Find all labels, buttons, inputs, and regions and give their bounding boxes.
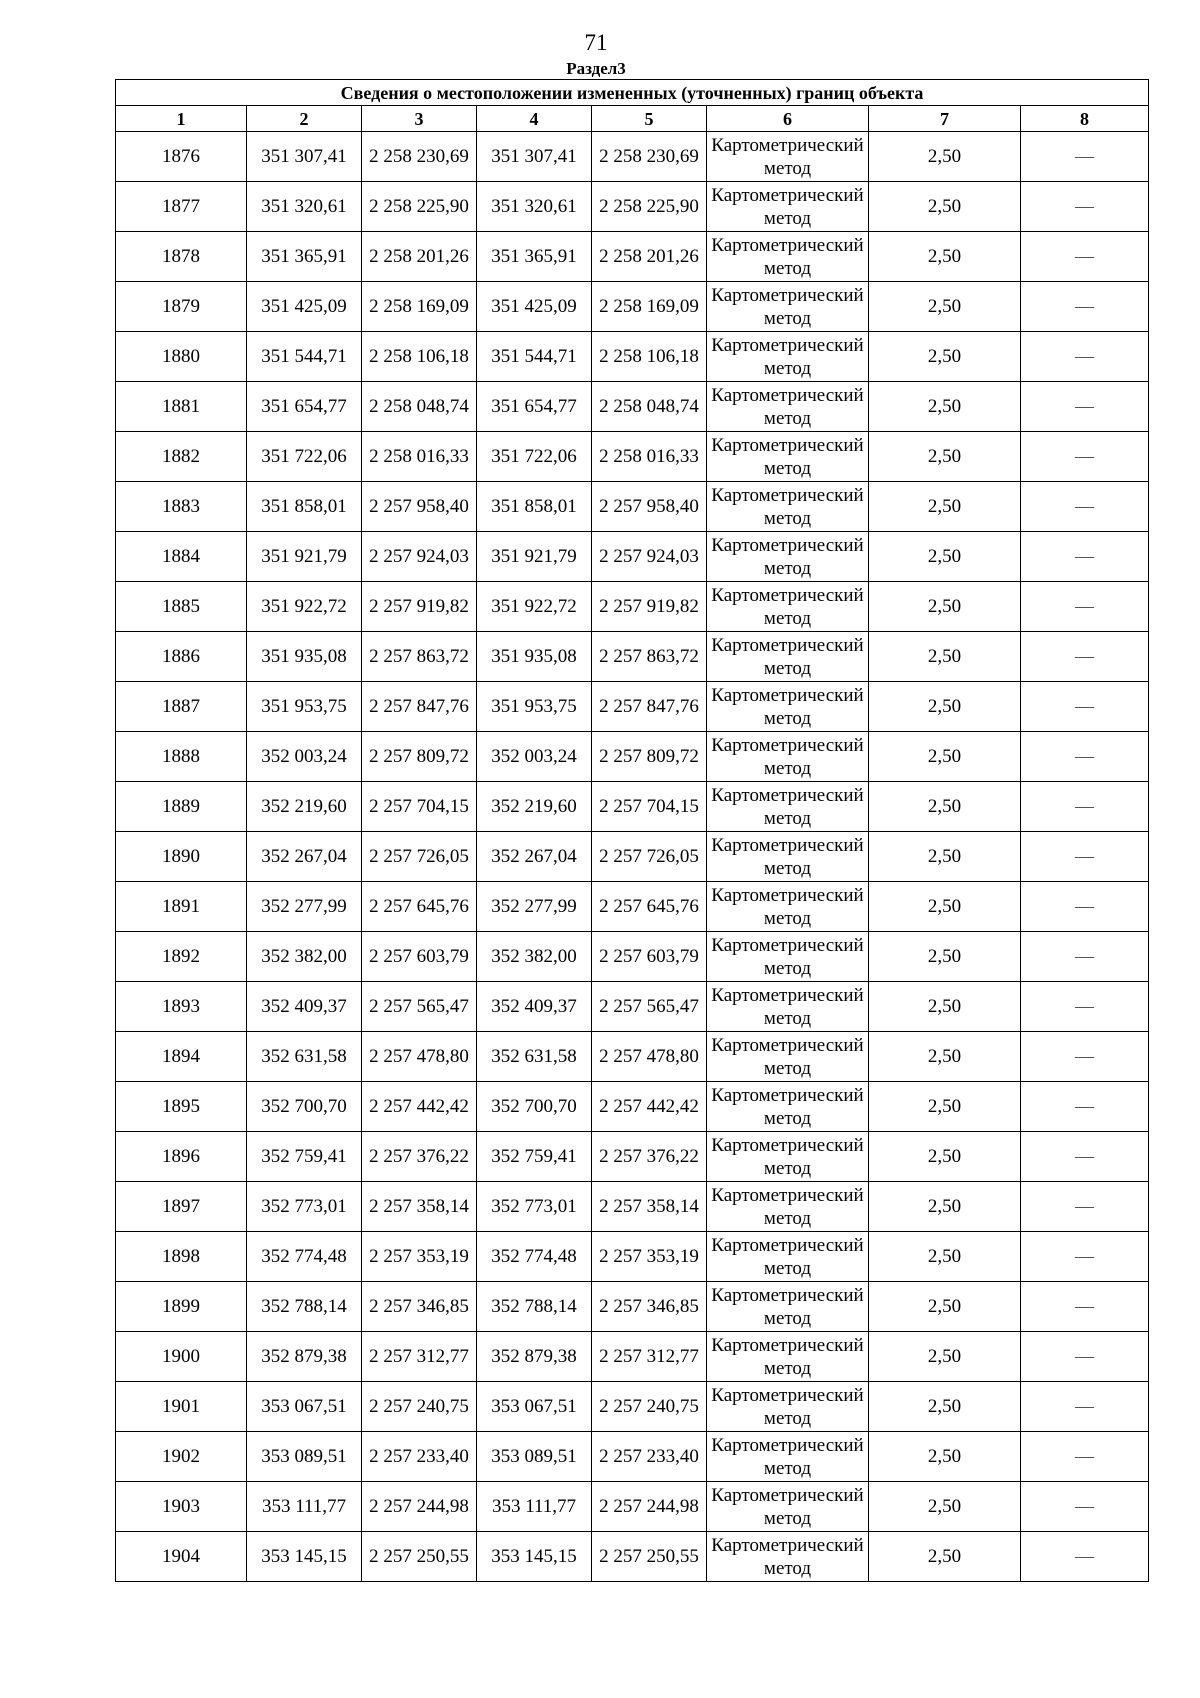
table-caption: Сведения о местоположении измененных (уточненных) границ объекта <box>116 80 1149 106</box>
y-existing-cell: 2 257 958,40 <box>362 482 477 532</box>
x-existing-cell: 351 922,72 <box>247 582 362 632</box>
method-cell: Картометрический метод <box>707 882 869 932</box>
column-number: 7 <box>869 106 1021 132</box>
y-refined-cell: 2 258 225,90 <box>592 182 707 232</box>
y-existing-cell: 2 257 346,85 <box>362 1282 477 1332</box>
y-refined-cell: 2 257 250,55 <box>592 1532 707 1582</box>
x-refined-cell: 353 067,51 <box>477 1382 592 1432</box>
table-row <box>116 482 1149 532</box>
x-existing-cell: 353 089,51 <box>247 1432 362 1482</box>
x-existing-cell: 351 320,61 <box>247 182 362 232</box>
table-row <box>116 1332 1149 1382</box>
x-existing-cell: 351 365,91 <box>247 232 362 282</box>
note-cell: — <box>1021 1032 1149 1082</box>
method-cell: Картометрический метод <box>707 332 869 382</box>
point-number-cell: 1894 <box>116 1032 247 1082</box>
y-existing-cell: 2 257 250,55 <box>362 1532 477 1582</box>
y-refined-cell: 2 258 048,74 <box>592 382 707 432</box>
boundary-coordinates-table <box>115 79 1149 1582</box>
y-existing-cell: 2 257 358,14 <box>362 1182 477 1232</box>
x-existing-cell: 351 858,01 <box>247 482 362 532</box>
note-cell: — <box>1021 1182 1149 1232</box>
column-number: 6 <box>707 106 869 132</box>
method-cell: Картометрический метод <box>707 1232 869 1282</box>
y-existing-cell: 2 258 169,09 <box>362 282 477 332</box>
table-row <box>116 1132 1149 1182</box>
point-number-cell: 1896 <box>116 1132 247 1182</box>
y-existing-cell: 2 257 353,19 <box>362 1232 477 1282</box>
x-refined-cell: 351 953,75 <box>477 682 592 732</box>
x-existing-cell: 351 921,79 <box>247 532 362 582</box>
accuracy-cell: 2,50 <box>869 882 1021 932</box>
table-row <box>116 1182 1149 1232</box>
note-cell: — <box>1021 982 1149 1032</box>
y-refined-cell: 2 257 244,98 <box>592 1482 707 1532</box>
y-existing-cell: 2 257 924,03 <box>362 532 477 582</box>
accuracy-cell: 2,50 <box>869 1382 1021 1432</box>
point-number-cell: 1877 <box>116 182 247 232</box>
x-refined-cell: 352 267,04 <box>477 832 592 882</box>
y-refined-cell: 2 257 358,14 <box>592 1182 707 1232</box>
method-cell: Картометрический метод <box>707 682 869 732</box>
point-number-cell: 1882 <box>116 432 247 482</box>
point-number-cell: 1885 <box>116 582 247 632</box>
y-refined-cell: 2 258 169,09 <box>592 282 707 332</box>
point-number-cell: 1892 <box>116 932 247 982</box>
x-refined-cell: 352 003,24 <box>477 732 592 782</box>
note-cell: — <box>1021 582 1149 632</box>
x-existing-cell: 352 774,48 <box>247 1232 362 1282</box>
x-refined-cell: 351 544,71 <box>477 332 592 382</box>
note-cell: — <box>1021 182 1149 232</box>
accuracy-cell: 2,50 <box>869 332 1021 382</box>
accuracy-cell: 2,50 <box>869 1432 1021 1482</box>
y-existing-cell: 2 258 048,74 <box>362 382 477 432</box>
point-number-cell: 1890 <box>116 832 247 882</box>
y-existing-cell: 2 257 233,40 <box>362 1432 477 1482</box>
point-number-cell: 1883 <box>116 482 247 532</box>
accuracy-cell: 2,50 <box>869 982 1021 1032</box>
column-number: 4 <box>477 106 592 132</box>
x-refined-cell: 352 788,14 <box>477 1282 592 1332</box>
y-existing-cell: 2 257 478,80 <box>362 1032 477 1082</box>
accuracy-cell: 2,50 <box>869 732 1021 782</box>
x-refined-cell: 352 700,70 <box>477 1082 592 1132</box>
method-cell: Картометрический метод <box>707 1432 869 1482</box>
x-existing-cell: 352 631,58 <box>247 1032 362 1082</box>
point-number-cell: 1902 <box>116 1432 247 1482</box>
section-title: Раздел3 <box>566 59 626 78</box>
method-cell: Картометрический метод <box>707 832 869 882</box>
point-number-cell: 1884 <box>116 532 247 582</box>
accuracy-cell: 2,50 <box>869 1182 1021 1232</box>
table-row <box>116 532 1149 582</box>
y-existing-cell: 2 258 106,18 <box>362 332 477 382</box>
table-row <box>116 882 1149 932</box>
point-number-cell: 1898 <box>116 1232 247 1282</box>
y-refined-cell: 2 257 958,40 <box>592 482 707 532</box>
method-cell: Картометрический метод <box>707 932 869 982</box>
y-refined-cell: 2 257 312,77 <box>592 1332 707 1382</box>
accuracy-cell: 2,50 <box>869 932 1021 982</box>
point-number-cell: 1904 <box>116 1532 247 1582</box>
method-cell: Картометрический метод <box>707 1482 869 1532</box>
note-cell: — <box>1021 232 1149 282</box>
y-existing-cell: 2 257 847,76 <box>362 682 477 732</box>
x-refined-cell: 351 858,01 <box>477 482 592 532</box>
table-row <box>116 232 1149 282</box>
table-row <box>116 182 1149 232</box>
x-refined-cell: 353 089,51 <box>477 1432 592 1482</box>
x-existing-cell: 352 759,41 <box>247 1132 362 1182</box>
y-existing-cell: 2 258 016,33 <box>362 432 477 482</box>
x-existing-cell: 351 722,06 <box>247 432 362 482</box>
y-existing-cell: 2 258 230,69 <box>362 132 477 182</box>
method-cell: Картометрический метод <box>707 532 869 582</box>
x-refined-cell: 352 773,01 <box>477 1182 592 1232</box>
y-refined-cell: 2 258 201,26 <box>592 232 707 282</box>
note-cell: — <box>1021 1432 1149 1482</box>
accuracy-cell: 2,50 <box>869 782 1021 832</box>
x-existing-cell: 352 773,01 <box>247 1182 362 1232</box>
point-number-cell: 1889 <box>116 782 247 832</box>
y-existing-cell: 2 258 225,90 <box>362 182 477 232</box>
x-refined-cell: 352 219,60 <box>477 782 592 832</box>
x-existing-cell: 353 145,15 <box>247 1532 362 1582</box>
y-refined-cell: 2 257 726,05 <box>592 832 707 882</box>
y-existing-cell: 2 257 244,98 <box>362 1482 477 1532</box>
y-refined-cell: 2 257 240,75 <box>592 1382 707 1432</box>
page-number: 71 <box>584 30 608 55</box>
accuracy-cell: 2,50 <box>869 182 1021 232</box>
x-existing-cell: 351 544,71 <box>247 332 362 382</box>
note-cell: — <box>1021 382 1149 432</box>
x-existing-cell: 353 067,51 <box>247 1382 362 1432</box>
point-number-cell: 1903 <box>116 1482 247 1532</box>
table-row <box>116 1032 1149 1082</box>
point-number-cell: 1878 <box>116 232 247 282</box>
table-row <box>116 332 1149 382</box>
x-refined-cell: 351 935,08 <box>477 632 592 682</box>
table-row <box>116 782 1149 832</box>
accuracy-cell: 2,50 <box>869 282 1021 332</box>
table-row <box>116 582 1149 632</box>
y-refined-cell: 2 257 863,72 <box>592 632 707 682</box>
table-row <box>116 932 1149 982</box>
note-cell: — <box>1021 1082 1149 1132</box>
x-existing-cell: 352 219,60 <box>247 782 362 832</box>
x-existing-cell: 352 700,70 <box>247 1082 362 1132</box>
y-existing-cell: 2 257 809,72 <box>362 732 477 782</box>
table-row <box>116 382 1149 432</box>
x-refined-cell: 352 631,58 <box>477 1032 592 1082</box>
x-existing-cell: 352 788,14 <box>247 1282 362 1332</box>
x-existing-cell: 351 953,75 <box>247 682 362 732</box>
x-existing-cell: 352 267,04 <box>247 832 362 882</box>
accuracy-cell: 2,50 <box>869 1532 1021 1582</box>
point-number-cell: 1897 <box>116 1182 247 1232</box>
x-existing-cell: 351 654,77 <box>247 382 362 432</box>
point-number-cell: 1888 <box>116 732 247 782</box>
point-number-cell: 1880 <box>116 332 247 382</box>
note-cell: — <box>1021 1332 1149 1382</box>
method-cell: Картометрический метод <box>707 232 869 282</box>
y-refined-cell: 2 257 847,76 <box>592 682 707 732</box>
y-refined-cell: 2 257 233,40 <box>592 1432 707 1482</box>
table-row <box>116 432 1149 482</box>
x-refined-cell: 351 365,91 <box>477 232 592 282</box>
accuracy-cell: 2,50 <box>869 1482 1021 1532</box>
accuracy-cell: 2,50 <box>869 1282 1021 1332</box>
method-cell: Картометрический метод <box>707 1132 869 1182</box>
note-cell: — <box>1021 832 1149 882</box>
accuracy-cell: 2,50 <box>869 832 1021 882</box>
x-refined-cell: 351 654,77 <box>477 382 592 432</box>
method-cell: Картометрический метод <box>707 282 869 332</box>
point-number-cell: 1881 <box>116 382 247 432</box>
y-existing-cell: 2 257 919,82 <box>362 582 477 632</box>
y-refined-cell: 2 257 565,47 <box>592 982 707 1032</box>
note-cell: — <box>1021 132 1149 182</box>
method-cell: Картометрический метод <box>707 382 869 432</box>
x-existing-cell: 352 003,24 <box>247 732 362 782</box>
y-existing-cell: 2 258 201,26 <box>362 232 477 282</box>
method-cell: Картометрический метод <box>707 1282 869 1332</box>
y-refined-cell: 2 258 016,33 <box>592 432 707 482</box>
method-cell: Картометрический метод <box>707 1332 869 1382</box>
method-cell: Картометрический метод <box>707 782 869 832</box>
note-cell: — <box>1021 882 1149 932</box>
method-cell: Картометрический метод <box>707 1082 869 1132</box>
y-refined-cell: 2 257 353,19 <box>592 1232 707 1282</box>
note-cell: — <box>1021 1232 1149 1282</box>
accuracy-cell: 2,50 <box>869 1082 1021 1132</box>
table-row <box>116 1382 1149 1432</box>
accuracy-cell: 2,50 <box>869 632 1021 682</box>
table-row <box>116 282 1149 332</box>
accuracy-cell: 2,50 <box>869 1032 1021 1082</box>
table-row <box>116 732 1149 782</box>
x-refined-cell: 351 722,06 <box>477 432 592 482</box>
y-refined-cell: 2 257 645,76 <box>592 882 707 932</box>
y-refined-cell: 2 257 809,72 <box>592 732 707 782</box>
method-cell: Картометрический метод <box>707 432 869 482</box>
x-existing-cell: 351 935,08 <box>247 632 362 682</box>
method-cell: Картометрический метод <box>707 582 869 632</box>
x-existing-cell: 351 425,09 <box>247 282 362 332</box>
method-cell: Картометрический метод <box>707 732 869 782</box>
note-cell: — <box>1021 332 1149 382</box>
point-number-cell: 1879 <box>116 282 247 332</box>
table-row <box>116 1232 1149 1282</box>
note-cell: — <box>1021 1282 1149 1332</box>
x-refined-cell: 352 879,38 <box>477 1332 592 1382</box>
accuracy-cell: 2,50 <box>869 132 1021 182</box>
point-number-cell: 1899 <box>116 1282 247 1332</box>
point-number-cell: 1893 <box>116 982 247 1032</box>
method-cell: Картометрический метод <box>707 1532 869 1582</box>
note-cell: — <box>1021 1382 1149 1432</box>
method-cell: Картометрический метод <box>707 632 869 682</box>
accuracy-cell: 2,50 <box>869 232 1021 282</box>
method-cell: Картометрический метод <box>707 482 869 532</box>
point-number-cell: 1891 <box>116 882 247 932</box>
method-cell: Картометрический метод <box>707 1182 869 1232</box>
note-cell: — <box>1021 632 1149 682</box>
accuracy-cell: 2,50 <box>869 1132 1021 1182</box>
x-refined-cell: 352 277,99 <box>477 882 592 932</box>
x-refined-cell: 351 307,41 <box>477 132 592 182</box>
method-cell: Картометрический метод <box>707 1032 869 1082</box>
y-existing-cell: 2 257 645,76 <box>362 882 477 932</box>
y-refined-cell: 2 257 442,42 <box>592 1082 707 1132</box>
y-refined-cell: 2 257 919,82 <box>592 582 707 632</box>
method-cell: Картометрический метод <box>707 132 869 182</box>
note-cell: — <box>1021 1532 1149 1582</box>
table-row <box>116 1432 1149 1482</box>
note-cell: — <box>1021 432 1149 482</box>
accuracy-cell: 2,50 <box>869 432 1021 482</box>
x-refined-cell: 351 320,61 <box>477 182 592 232</box>
y-existing-cell: 2 257 376,22 <box>362 1132 477 1182</box>
x-refined-cell: 352 409,37 <box>477 982 592 1032</box>
table-body <box>116 132 1149 1582</box>
x-refined-cell: 353 111,77 <box>477 1482 592 1532</box>
y-refined-cell: 2 257 346,85 <box>592 1282 707 1332</box>
column-number: 8 <box>1021 106 1149 132</box>
accuracy-cell: 2,50 <box>869 682 1021 732</box>
table-row <box>116 982 1149 1032</box>
accuracy-cell: 2,50 <box>869 1232 1021 1282</box>
method-cell: Картометрический метод <box>707 982 869 1032</box>
y-refined-cell: 2 258 230,69 <box>592 132 707 182</box>
method-cell: Картометрический метод <box>707 182 869 232</box>
y-existing-cell: 2 257 312,77 <box>362 1332 477 1382</box>
note-cell: — <box>1021 682 1149 732</box>
note-cell: — <box>1021 1132 1149 1182</box>
x-existing-cell: 352 409,37 <box>247 982 362 1032</box>
point-number-cell: 1895 <box>116 1082 247 1132</box>
x-existing-cell: 353 111,77 <box>247 1482 362 1532</box>
y-existing-cell: 2 257 603,79 <box>362 932 477 982</box>
table-row <box>116 832 1149 882</box>
note-cell: — <box>1021 732 1149 782</box>
column-number: 1 <box>116 106 247 132</box>
x-refined-cell: 352 774,48 <box>477 1232 592 1282</box>
column-number: 5 <box>592 106 707 132</box>
y-existing-cell: 2 257 863,72 <box>362 632 477 682</box>
y-existing-cell: 2 257 704,15 <box>362 782 477 832</box>
note-cell: — <box>1021 482 1149 532</box>
y-existing-cell: 2 257 726,05 <box>362 832 477 882</box>
x-refined-cell: 352 759,41 <box>477 1132 592 1182</box>
method-cell: Картометрический метод <box>707 1382 869 1432</box>
y-existing-cell: 2 257 240,75 <box>362 1382 477 1432</box>
table-row <box>116 1082 1149 1132</box>
table-row <box>116 1532 1149 1582</box>
y-existing-cell: 2 257 565,47 <box>362 982 477 1032</box>
note-cell: — <box>1021 932 1149 982</box>
x-existing-cell: 352 879,38 <box>247 1332 362 1382</box>
x-refined-cell: 351 425,09 <box>477 282 592 332</box>
column-number: 2 <box>247 106 362 132</box>
table-row <box>116 132 1149 182</box>
table-row <box>116 632 1149 682</box>
x-existing-cell: 352 382,00 <box>247 932 362 982</box>
note-cell: — <box>1021 282 1149 332</box>
y-existing-cell: 2 257 442,42 <box>362 1082 477 1132</box>
y-refined-cell: 2 257 478,80 <box>592 1032 707 1082</box>
x-existing-cell: 352 277,99 <box>247 882 362 932</box>
point-number-cell: 1876 <box>116 132 247 182</box>
point-number-cell: 1901 <box>116 1382 247 1432</box>
table-row <box>116 1282 1149 1332</box>
point-number-cell: 1887 <box>116 682 247 732</box>
accuracy-cell: 2,50 <box>869 532 1021 582</box>
accuracy-cell: 2,50 <box>869 382 1021 432</box>
x-refined-cell: 351 922,72 <box>477 582 592 632</box>
x-refined-cell: 353 145,15 <box>477 1532 592 1582</box>
note-cell: — <box>1021 532 1149 582</box>
y-refined-cell: 2 257 924,03 <box>592 532 707 582</box>
column-number: 3 <box>362 106 477 132</box>
table-row <box>116 1482 1149 1532</box>
table-row <box>116 682 1149 732</box>
y-refined-cell: 2 257 603,79 <box>592 932 707 982</box>
x-existing-cell: 351 307,41 <box>247 132 362 182</box>
x-refined-cell: 351 921,79 <box>477 532 592 582</box>
point-number-cell: 1886 <box>116 632 247 682</box>
accuracy-cell: 2,50 <box>869 582 1021 632</box>
y-refined-cell: 2 257 704,15 <box>592 782 707 832</box>
point-number-cell: 1900 <box>116 1332 247 1382</box>
y-refined-cell: 2 257 376,22 <box>592 1132 707 1182</box>
y-refined-cell: 2 258 106,18 <box>592 332 707 382</box>
accuracy-cell: 2,50 <box>869 482 1021 532</box>
accuracy-cell: 2,50 <box>869 1332 1021 1382</box>
note-cell: — <box>1021 1482 1149 1532</box>
note-cell: — <box>1021 782 1149 832</box>
x-refined-cell: 352 382,00 <box>477 932 592 982</box>
